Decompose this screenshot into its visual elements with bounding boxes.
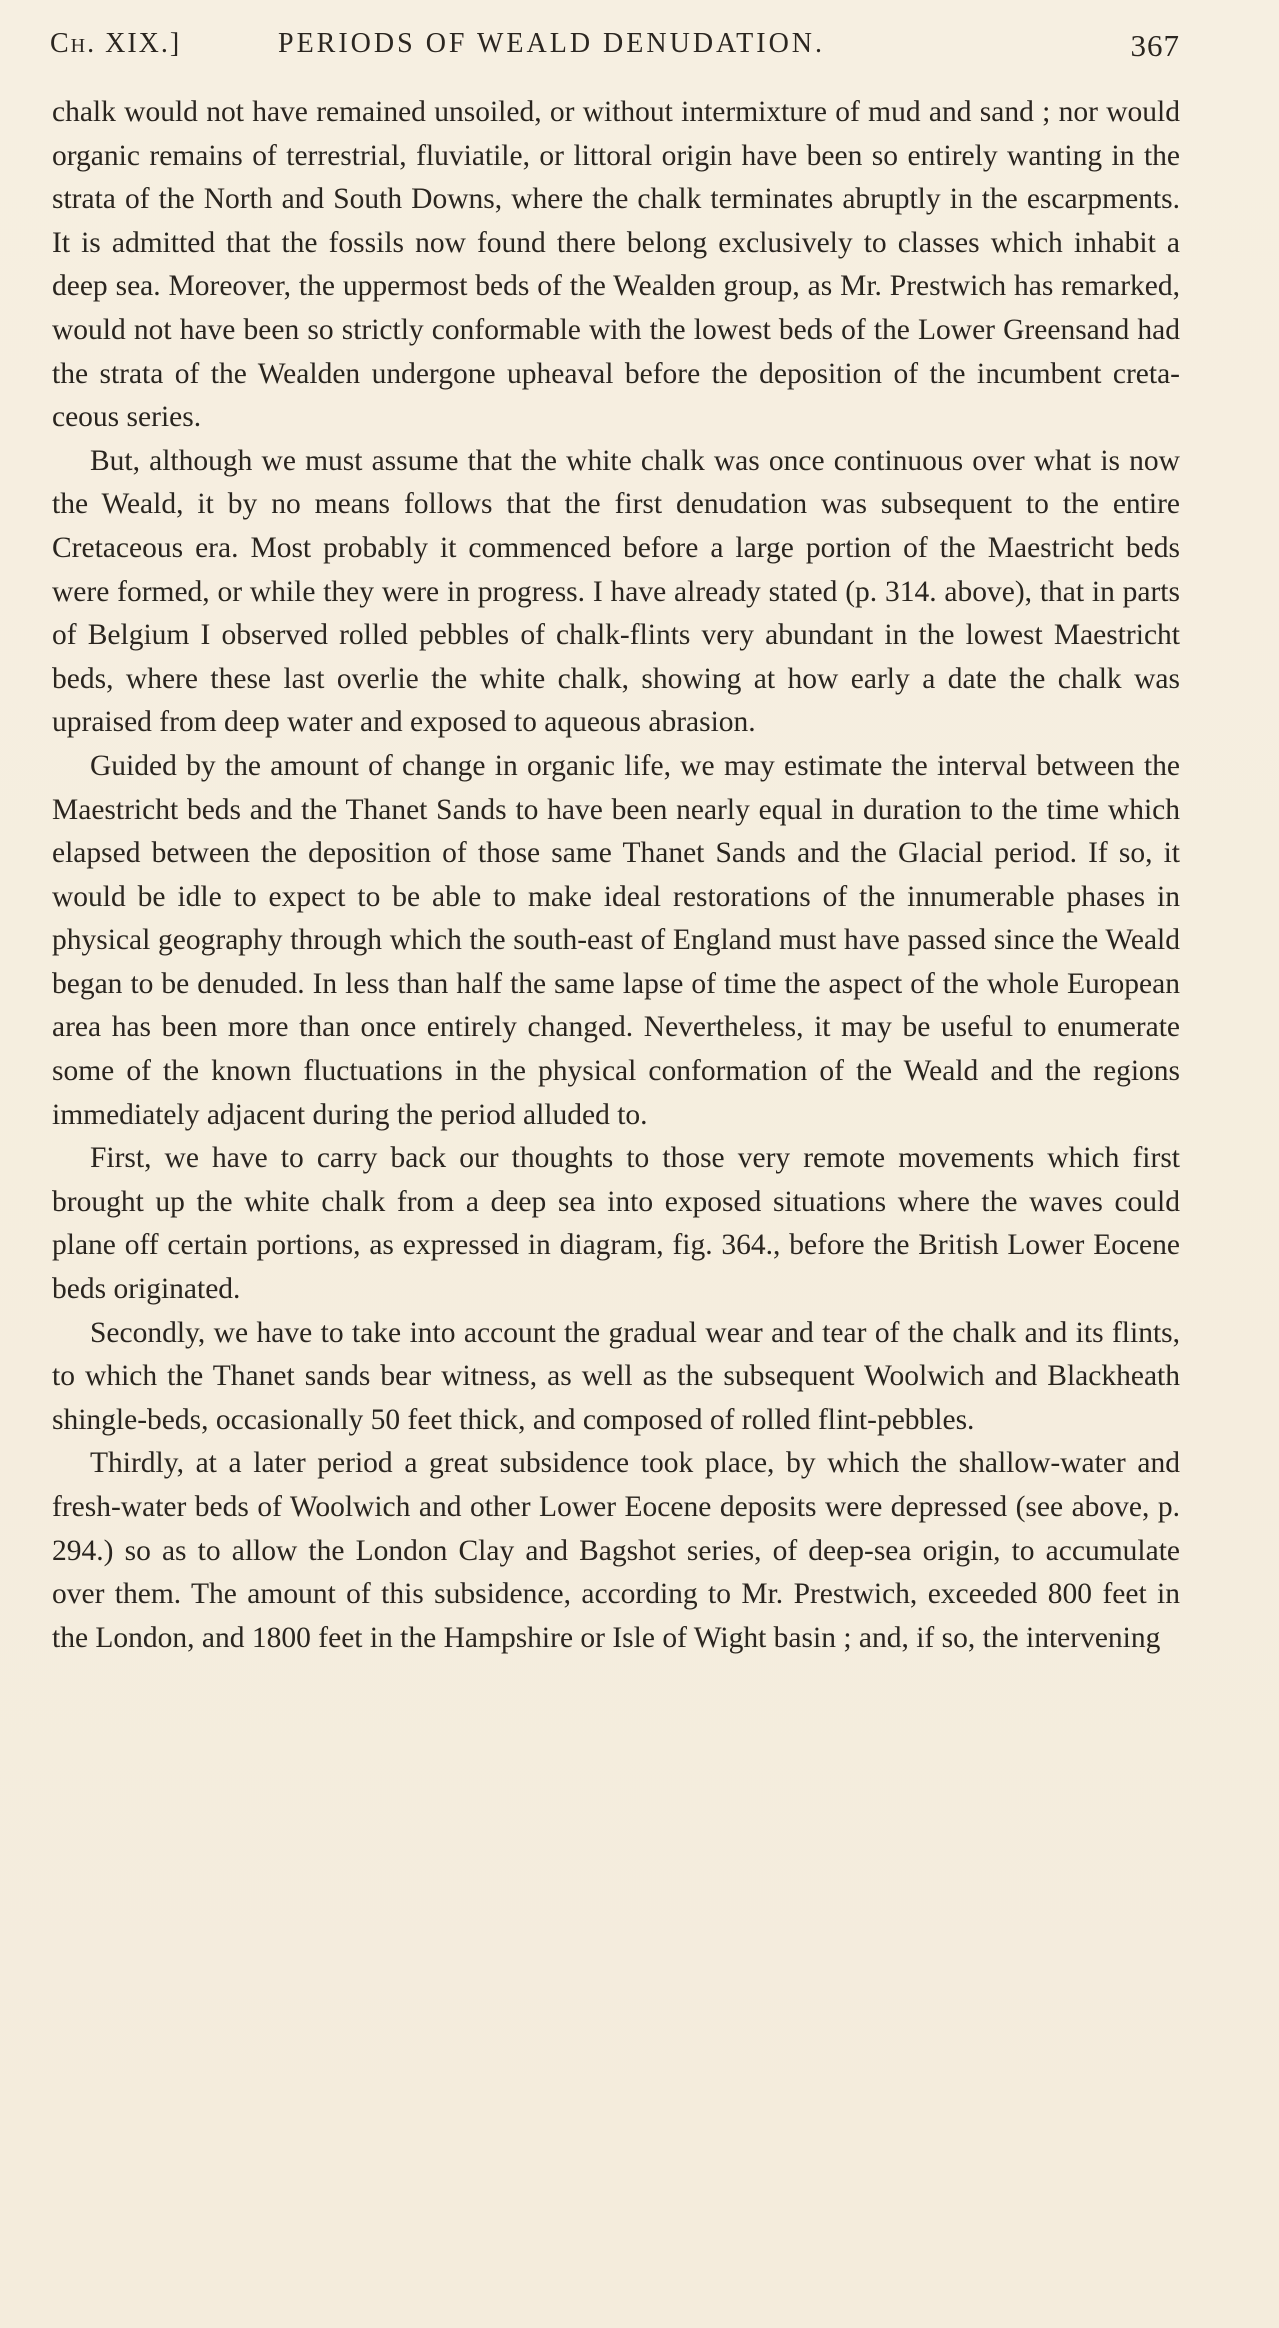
running-title: PERIODS OF WEALD DENUDATION. <box>278 28 826 59</box>
paragraph-3: Guided by the amount of change in organic life, we may estimate the interval between the Maestricht beds and the Thanet Sands to have been nearly equal in duration to the time which elapsed between the deposition of those same Thanet Sands and the Glacial period. If so, it would be idle to expect to be able to make ideal restorations of the innumerable phases in physical geography through which the south-east of England must have passed since the Weald began to be denuded. In less than half the same lapse of time the aspect of the whole European area has been more than once entirely changed. Nevertheless, it may be useful to enumerate some of the known fluctuations in the physical conformation of the Weald and the regions immediately adjacent during the period alluded to. <box>52 749 1180 1131</box>
chapter-label: Ch. XIX.] <box>50 28 182 59</box>
paragraph-6: Thirdly, at a later period a great subsidence took place, by which the shallow-water and fresh-water beds of Woolwich and other Lower Eocene deposits were depressed (see above, p. 294.) so as to allow the London Clay and Bagshot series, of deep-sea origin, to accumulate over them. The amount of this subsidence, according to Mr. Prestwich, exceeded 800 feet in the London, and 1800 feet in the Hampshire or Isle of Wight basin ; and, if so, the intervening <box>52 1447 1180 1654</box>
page-header <box>50 28 1180 76</box>
paragraph-5: Secondly, we have to take into account the gradual wear and tear of the chalk and its flints, to which the Thanet sands bear witness, as well as the subsequent Woolwich and Blackheath shingle-beds, occasionally 50 feet thick, and composed of rolled flint-pebbles. <box>52 1316 1180 1436</box>
page-number: 367 <box>1130 28 1180 63</box>
paragraph-2: But, although we must assume that the white chalk was once continuous over what is now the Weald, it by no means follows that the first denudation was subsequent to the entire Cretaceous era. Most probably it commenced before a large portion of the Maestricht beds were formed, or while they were in progress. I have already stated (p. 314. above), that in parts of Belgium I observed rolled pebbles of chalk-flints very abundant in the lowest Maestricht beds, where these last overlie the white chalk, showing at how early a date the chalk was upraised from deep water and exposed to aqueous abrasion. <box>52 444 1180 739</box>
paragraph-4: First, we have to carry back our thoughts to those very remote movements which first brought up the white chalk from a deep sea into exposed situations where the waves could plane off certain portions, as expressed in diagram, fig. 364., before the British Lower Eocene beds originated. <box>52 1142 1180 1306</box>
body-text <box>52 91 1180 1660</box>
paragraph-1: chalk would not have remained unsoiled, or without intermixture of mud and sand ; nor would organic remains of terrestrial, fluviatile, or littoral origin have been so entirely wanting in the strata of the North and South Downs, where the chalk terminates abruptly in the escarpments. It is admitted that the fossils now found there belong exclusively to classes which inhabit a deep sea. Moreover, the uppermost beds of the Wealden group, as Mr. Prestwich has remarked, would not have been so strictly conformable with the lowest beds of the Lower Greensand had the strata of the Wealden undergone upheaval before the deposition of the incumbent creta-ceous series. <box>52 96 1180 434</box>
